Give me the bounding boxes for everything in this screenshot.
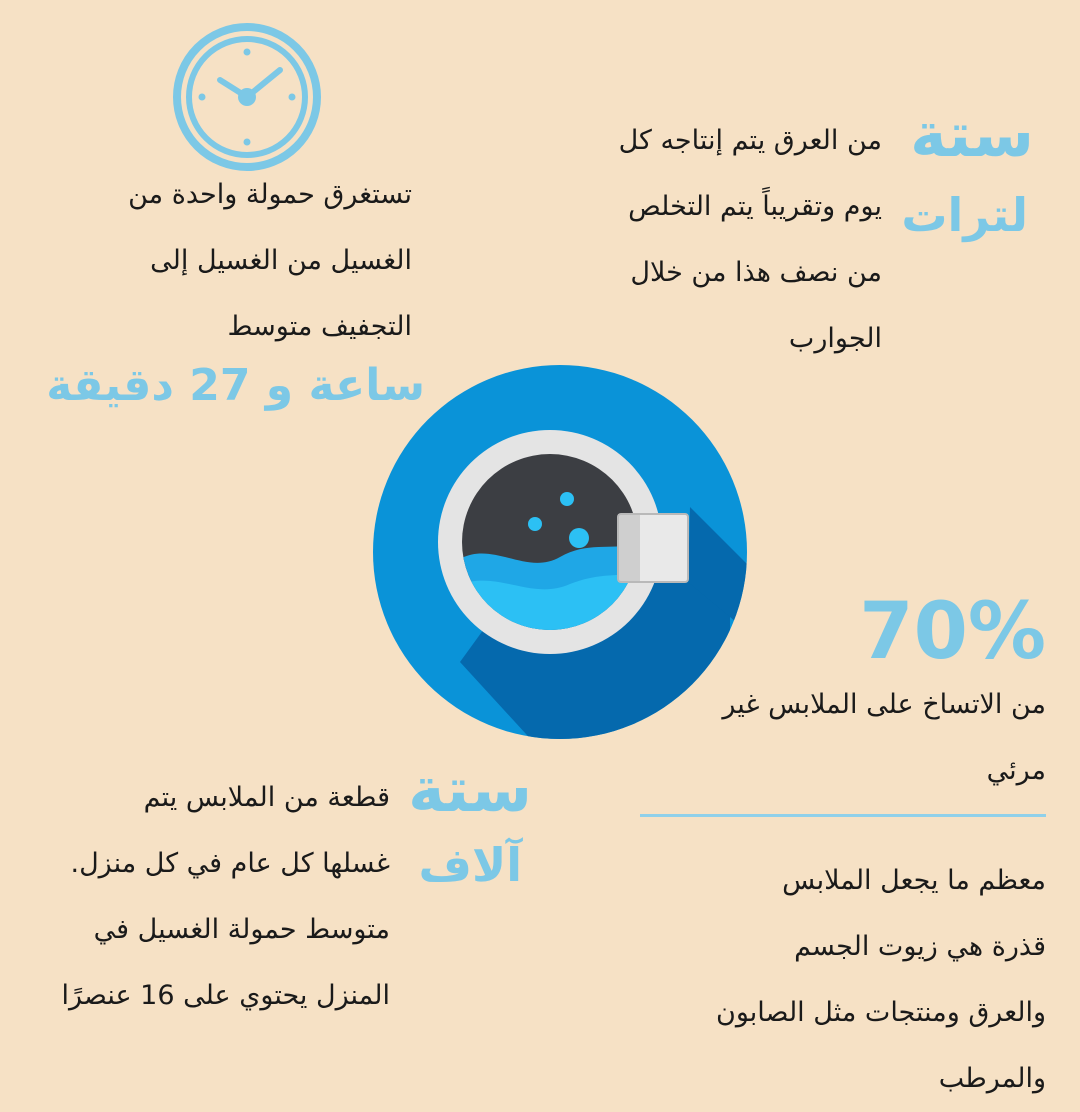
clothes-line-2: غسلها كل عام في كل منزل. [70, 848, 390, 879]
sweat-line-2: يوم وتقريباً يتم التخلص [628, 191, 882, 222]
sweat-line-1: من العرق يتم إنتاجه كل [618, 125, 882, 156]
clothes-big-number: ستة [408, 753, 532, 826]
sweat-line-4: الجوارب [788, 323, 882, 354]
clock-icon [172, 22, 322, 172]
stains-line-2: مرئي [986, 755, 1046, 786]
dirt-sources-line-3: والعرق ومنتجات مثل الصابون [716, 997, 1046, 1028]
stains-line-1: من الاتساخ على الملابس غير [722, 689, 1046, 720]
clothes-big-unit: آلاف [418, 838, 522, 892]
laundry-time-line-2: الغسيل من الغسيل إلى [150, 245, 412, 276]
laundry-time-text [32, 162, 412, 360]
laundry-time-line-3: التجفيف متوسط [227, 311, 412, 342]
sweat-text [542, 108, 882, 372]
dirt-sources-text [626, 848, 1046, 1112]
sweat-line-3: من نصف هذا من خلال [630, 257, 882, 288]
dirt-sources-line-1: معظم ما يجعل الملابس [782, 865, 1046, 896]
clothes-line-3: متوسط حمولة الغسيل في [93, 914, 390, 945]
divider-line [640, 814, 1046, 817]
laundry-time-duration: ساعة و 27 دقيقة [46, 360, 425, 411]
dirt-sources-line-4: والمرطب [938, 1063, 1046, 1094]
stains-percentage: 70% [859, 587, 1046, 677]
dirt-sources-line-2: قذرة هي زيوت الجسم [794, 931, 1046, 962]
clothes-line-4: المنزل يحتوي على 16 عنصرًا [61, 980, 390, 1011]
stains-text [626, 672, 1046, 804]
sweat-big-number: ستة [910, 98, 1034, 171]
clothes-text [20, 765, 390, 1029]
sweat-big-unit: لترات [901, 188, 1028, 242]
laundry-time-line-1: تستغرق حمولة واحدة من [128, 179, 412, 210]
clothes-line-1: قطعة من الملابس يتم [143, 782, 390, 813]
